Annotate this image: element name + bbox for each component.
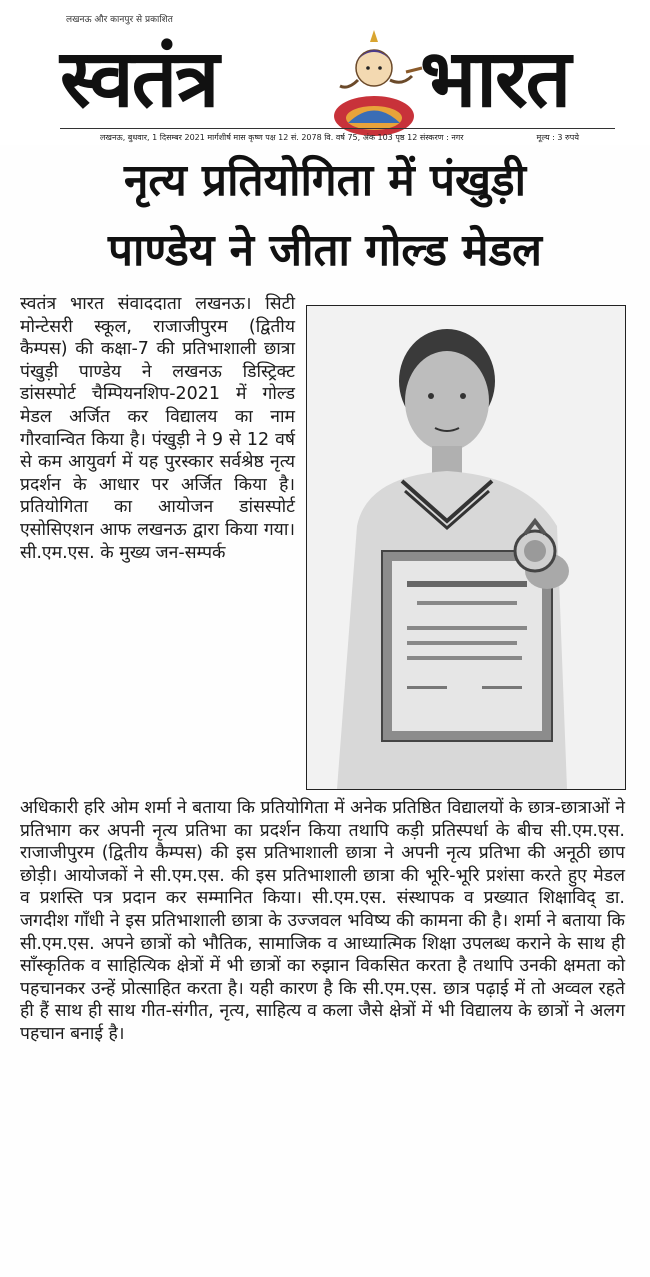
article-column-text: स्वतंत्र भारत संवाददाता लखनऊ। सिटी मोन्टेसरी स्कूल, राजाजीपुरम (द्वितीय कैम्पस) की कक्षा-7 की प्रतिभाशाली छात्रा पंखुड़ी पाण्डेय ने लखनऊ डिस्ट्रिक्ट डांसस्पोर्ट चैम्पियनशिप-2021 में गोल्ड मेडल अर्जित कर विद्यालय का नाम गौरवान्वित किया है। पंखुड़ी ने 9 से 12 वर्ष से कम आयुवर्ग में यह पुरस्कार सर्वश्रेष्ठ नृत्य प्रदर्शन के आधार पर अर्जित किया है। प्रतियोगिता का आयोजन डांसस्पोर्ट एसोसिएशन आफ लखनऊ द्वारा किया गया। सी.एम.एस. के मुख्य जन-सम्पर्क xyxy=(20,294,295,563)
article-photo xyxy=(306,305,626,790)
headline-line-2: पाण्डेय ने जीता गोल्ड मेडल xyxy=(108,225,542,276)
news-article xyxy=(0,145,650,1277)
newspaper-name-part1: स्वतंत्र xyxy=(60,31,218,125)
price: मूल्य : 3 रुपये xyxy=(536,133,579,142)
masthead xyxy=(60,8,615,142)
headline-line-1: नृत्य प्रतियोगिता में पंखुड़ी xyxy=(124,155,526,206)
newspaper-name xyxy=(60,28,615,128)
dateline: लखनऊ, बुधवार, 1 दिसम्बर 2021 मार्गशीर्ष मास कृष्ण पक्ष 12 सं. 2078 वि. वर्ष 75, अंक 103 पृष्ठ 12 संस्करण : नगर xyxy=(100,133,464,142)
masthead-logo-figure xyxy=(318,28,430,138)
publisher-line: लखनऊ और कानपुर से प्रकाशित xyxy=(66,15,173,25)
newspaper-name-part2: भारत xyxy=(420,31,570,125)
article-continued-text: अधिकारी हरि ओम शर्मा ने बताया कि प्रतियोगिता में अनेक प्रतिष्ठित विद्यालयों के छात्र-छात्राओं ने प्रतिभाग कर अपनी नृत्य प्रतिभा का प्रदर्शन किया तथापि कड़ी प्रतिस्पर्धा के बीच सी.एम.एस. राजाजीपुरम (द्वितीय कैम्पस) की इस प्रतिभाशाली छात्रा ने अपनी नृत्य प्रतिभा की अनूठी छाप छोड़ी। आयोजकों ने सी.एम.एस. की इस प्रतिभाशाली छात्रा की भूरि-भूरि प्रशंसा करते हुए मेडल व प्रशस्ति पत्र प्रदान कर सम्मानित किया। सी.एम.एस. संस्थापक व प्रख्यात शिक्षाविद् डा. जगदीश गाँधी ने इस प्रतिभाशाली छात्रा के उज्जवल भविष्य की कामना की है। शर्मा ने बताया कि सी.एम.एस. अपने छात्रों को भौतिक, सामाजिक व आध्यात्मिक शिक्षा उपलब्ध कराने के साथ ही साँस्कृतिक व साहित्यिक क्षेत्रों में भी छात्रों का रुझान विकसित करता है तथापि उनकी क्षमता को पहचानकर उन्हें प्रोत्साहित करता है। यही कारण है कि सी.एम.एस. छात्र पढ़ाई में तो अव्वल रहते ही हैं साथ ही साथ गीत-संगीत, नृत्य, साहित्य व कला जैसे क्षेत्रों में भी विद्यालय के छात्रों ने अलग पहचान बनाई है। xyxy=(20,798,625,1044)
dateline-bar xyxy=(60,128,615,143)
student-photo-illustration xyxy=(307,306,625,789)
